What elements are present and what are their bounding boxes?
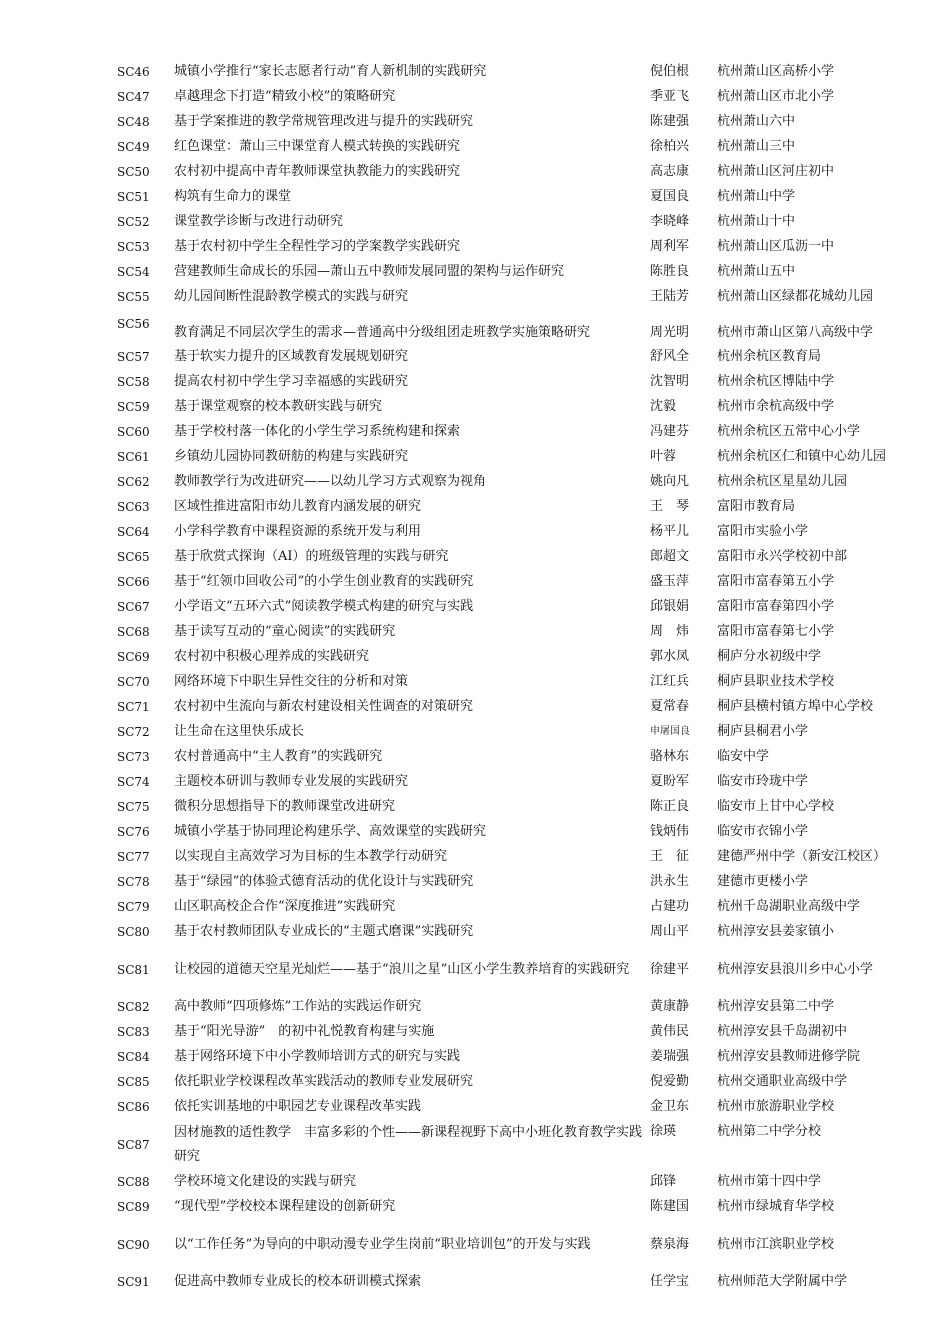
project-unit: 杭州萧山区高桥小学 bbox=[717, 64, 835, 80]
project-unit: 杭州余杭区教育局 bbox=[717, 349, 822, 365]
project-title: 课堂教学诊断与改进行动研究 bbox=[174, 214, 344, 230]
project-title: 基于农村初中学生全程性学习的学案教学实践研究 bbox=[174, 239, 461, 255]
project-unit: 杭州萧山区市北小学 bbox=[717, 89, 835, 105]
table-row bbox=[104, 1195, 916, 1220]
project-code: SC85 bbox=[117, 1075, 150, 1090]
table-row bbox=[104, 495, 916, 520]
project-unit: 杭州淳安县第二中学 bbox=[717, 999, 835, 1015]
project-title: 依托职业学校课程改革实践活动的教师专业发展研究 bbox=[174, 1074, 474, 1090]
table-row bbox=[104, 185, 916, 210]
project-title: 小学语文“五环六式”阅读教学模式构建的研究与实践 bbox=[174, 599, 474, 615]
project-code: SC65 bbox=[117, 550, 150, 565]
project-unit: 杭州余杭区星星幼儿园 bbox=[717, 474, 848, 490]
project-unit: 杭州市绿城育华学校 bbox=[717, 1199, 835, 1215]
project-unit: 富阳市教育局 bbox=[717, 499, 796, 515]
project-leader: 钱炳伟 bbox=[650, 824, 690, 840]
project-leader: 邱锋 bbox=[650, 1174, 677, 1190]
table-row bbox=[104, 1045, 916, 1070]
project-code: SC48 bbox=[117, 115, 150, 130]
project-title: 城镇小学推行“家长志愿者行动”育人新机制的实践研究 bbox=[174, 64, 487, 80]
table-row bbox=[104, 770, 916, 795]
project-code: SC91 bbox=[117, 1275, 150, 1290]
project-unit: 杭州淳安县教师进修学院 bbox=[717, 1049, 861, 1065]
project-title: 让生命在这里快乐成长 bbox=[174, 724, 305, 740]
project-title: 基于欣赏式探询（AI）的班级管理的实践与研究 bbox=[174, 549, 449, 565]
project-unit: 富阳市富春第五小学 bbox=[717, 574, 835, 590]
project-leader: 盛玉萍 bbox=[650, 574, 690, 590]
project-code: SC89 bbox=[117, 1200, 150, 1215]
project-unit: 杭州萧山五中 bbox=[717, 264, 796, 280]
project-title: “现代型”学校校本课程建设的创新研究 bbox=[174, 1199, 396, 1215]
table-row bbox=[104, 1270, 916, 1295]
project-code: SC90 bbox=[117, 1237, 150, 1252]
project-code: SC74 bbox=[117, 775, 150, 790]
table-row bbox=[104, 620, 916, 645]
project-code: SC46 bbox=[117, 65, 150, 80]
project-leader: 黄伟民 bbox=[650, 1024, 690, 1040]
project-unit: 杭州市第十四中学 bbox=[717, 1174, 822, 1190]
project-title: 山区职高校企合作“深度推进”实践研究 bbox=[174, 899, 396, 915]
project-leader: 夏常春 bbox=[650, 699, 690, 715]
project-title: 农村初中积极心理养成的实践研究 bbox=[174, 649, 370, 665]
project-unit: 富阳市实验小学 bbox=[717, 524, 809, 540]
table-row bbox=[104, 395, 916, 420]
project-code: SC83 bbox=[117, 1025, 150, 1040]
project-leader: 金卫东 bbox=[650, 1099, 690, 1115]
table-row bbox=[104, 260, 916, 285]
project-code: SC87 bbox=[117, 1137, 150, 1152]
table-row bbox=[104, 85, 916, 110]
project-leader: 陈建国 bbox=[650, 1199, 690, 1215]
project-title: 构筑有生命力的课堂 bbox=[174, 189, 292, 205]
project-title: 让校园的道德天空星光灿烂——基于“浪川之星”山区小学生教养培育的实践研究 bbox=[174, 961, 630, 977]
project-leader: 王 征 bbox=[650, 849, 690, 865]
table-row bbox=[104, 235, 916, 260]
project-unit: 富阳市富春第七小学 bbox=[717, 624, 835, 640]
project-title: 基于“阳光导游” 的初中礼悦教育构建与实施 bbox=[174, 1024, 435, 1040]
table-row bbox=[104, 285, 916, 310]
project-unit: 杭州余杭区仁和镇中心幼儿园 bbox=[717, 449, 887, 465]
project-leader: 舒风全 bbox=[650, 349, 690, 365]
project-leader: 徐建平 bbox=[650, 961, 690, 977]
project-leader: 周 炜 bbox=[650, 624, 690, 640]
project-title: 依托实训基地的中职园艺专业课程改革实践 bbox=[174, 1099, 422, 1115]
project-leader: 季亚飞 bbox=[650, 89, 690, 105]
project-leader: 周光明 bbox=[650, 324, 690, 340]
table-row bbox=[104, 60, 916, 85]
project-leader: 陈建强 bbox=[650, 114, 690, 130]
project-leader: 陈正良 bbox=[650, 799, 690, 815]
table-row bbox=[104, 160, 916, 185]
project-unit: 杭州市江滨职业学校 bbox=[717, 1236, 835, 1252]
project-title: 红色课堂：萧山三中课堂育人模式转换的实践研究 bbox=[174, 139, 461, 155]
project-unit: 建德市更楼小学 bbox=[717, 874, 809, 890]
project-unit: 桐庐县横村镇方埠中心学校 bbox=[717, 699, 874, 715]
project-leader: 邱银娟 bbox=[650, 599, 690, 615]
project-title: 基于“绿园”的体验式德育活动的优化设计与实践研究 bbox=[174, 874, 474, 890]
project-title: 农村初中提高中青年教师课堂执教能力的实践研究 bbox=[174, 164, 461, 180]
table-row bbox=[104, 135, 916, 160]
project-unit: 杭州余杭区五常中心小学 bbox=[717, 424, 861, 440]
project-unit: 杭州淳安县千岛湖初中 bbox=[717, 1024, 848, 1040]
project-unit: 杭州淳安县姜家镇小 bbox=[717, 924, 835, 940]
project-code: SC67 bbox=[117, 600, 150, 615]
project-title: 基于课堂观察的校本教研实践与研究 bbox=[174, 399, 383, 415]
project-code: SC50 bbox=[117, 165, 150, 180]
project-code: SC47 bbox=[117, 90, 150, 105]
project-leader: 杨平儿 bbox=[650, 524, 690, 540]
table-row bbox=[104, 420, 916, 445]
project-leader: 沈毅 bbox=[650, 399, 677, 415]
project-leader: 骆林东 bbox=[650, 749, 690, 765]
project-title: 卓越理念下打造“精致小校”的策略研究 bbox=[174, 89, 396, 105]
table-row bbox=[104, 210, 916, 235]
project-leader: 姜瑞强 bbox=[650, 1049, 690, 1065]
table-row bbox=[104, 1095, 916, 1120]
project-title: 基于农村教师团队专业成长的“主题式磨课”实践研究 bbox=[174, 924, 474, 940]
project-unit: 杭州淳安县浪川乡中心小学 bbox=[717, 961, 874, 977]
project-code: SC66 bbox=[117, 575, 150, 590]
project-title: 以“工作任务”为导向的中职动漫专业学生岗前“职业培训包”的开发与实践 bbox=[174, 1236, 591, 1252]
project-leader: 周山平 bbox=[650, 924, 690, 940]
project-code: SC81 bbox=[117, 962, 150, 977]
table-row bbox=[104, 1120, 916, 1170]
project-code: SC84 bbox=[117, 1050, 150, 1065]
project-leader: 王 琴 bbox=[650, 499, 690, 515]
project-leader: 洪永生 bbox=[650, 874, 690, 890]
project-leader: 任学宝 bbox=[650, 1274, 690, 1290]
project-title: 基于学案推进的教学常规管理改进与提升的实践研究 bbox=[174, 114, 474, 130]
project-unit: 杭州市萧山区第八高级中学 bbox=[717, 324, 874, 340]
project-title: 乡镇幼儿园协同教研舫的构建与实践研究 bbox=[174, 449, 409, 465]
project-title: 提高农村初中学生学习幸福感的实践研究 bbox=[174, 374, 409, 390]
project-code: SC56 bbox=[117, 317, 150, 331]
project-code: SC73 bbox=[117, 750, 150, 765]
project-code: SC51 bbox=[117, 190, 150, 205]
project-unit: 杭州千岛湖职业高级中学 bbox=[717, 899, 861, 915]
project-code: SC61 bbox=[117, 450, 150, 465]
table-row bbox=[104, 920, 916, 945]
project-title: 高中教师“四项修炼”工作站的实践运作研究 bbox=[174, 999, 422, 1015]
project-code: SC68 bbox=[117, 625, 150, 640]
project-title: 基于网络环境下中小学教师培训方式的研究与实践 bbox=[174, 1049, 461, 1065]
project-code: SC78 bbox=[117, 875, 150, 890]
table-row bbox=[104, 1070, 916, 1095]
project-code: SC76 bbox=[117, 825, 150, 840]
project-leader: 江红兵 bbox=[650, 674, 690, 690]
table-row bbox=[104, 895, 916, 920]
project-title: 城镇小学基于协同理论构建乐学、高效课堂的实践研究 bbox=[174, 824, 487, 840]
project-leader: 蔡泉海 bbox=[650, 1236, 690, 1252]
project-unit: 桐庐分水初级中学 bbox=[717, 649, 822, 665]
table-row bbox=[104, 1220, 916, 1270]
project-code: SC88 bbox=[117, 1175, 150, 1190]
project-code: SC69 bbox=[117, 650, 150, 665]
project-leader: 黄康静 bbox=[650, 999, 690, 1015]
project-leader: 李晓峰 bbox=[650, 214, 690, 230]
project-code: SC60 bbox=[117, 425, 150, 440]
project-unit: 杭州萧山十中 bbox=[717, 214, 796, 230]
project-unit: 杭州交通职业高级中学 bbox=[717, 1074, 848, 1090]
project-unit: 桐庐县桐君小学 bbox=[717, 724, 809, 740]
project-title: 营建教师生命成长的乐园—萧山五中教师发展同盟的架构与运作研究 bbox=[174, 264, 565, 280]
project-title: 教师教学行为改进研究——以幼儿学习方式观察为视角 bbox=[174, 474, 487, 490]
table-row bbox=[104, 820, 916, 845]
project-code: SC70 bbox=[117, 675, 150, 690]
table-row bbox=[104, 545, 916, 570]
table-row bbox=[104, 445, 916, 470]
project-code: SC52 bbox=[117, 215, 150, 230]
project-unit: 杭州萧山区瓜沥一中 bbox=[717, 239, 835, 255]
project-unit: 杭州师范大学附属中学 bbox=[717, 1274, 848, 1290]
table-row bbox=[104, 1020, 916, 1045]
project-title: 基于软实力提升的区域教育发展规划研究 bbox=[174, 349, 409, 365]
project-leader: 高志康 bbox=[650, 164, 690, 180]
project-code: SC77 bbox=[117, 850, 150, 865]
table-row bbox=[104, 945, 916, 995]
project-code: SC79 bbox=[117, 900, 150, 915]
project-code: SC80 bbox=[117, 925, 150, 940]
project-code: SC57 bbox=[117, 350, 150, 365]
project-code: SC55 bbox=[117, 290, 150, 305]
project-leader: 夏国良 bbox=[650, 189, 690, 205]
project-leader: 陈胜良 bbox=[650, 264, 690, 280]
project-title: 微积分思想指导下的教师课堂改进研究 bbox=[174, 799, 396, 815]
project-unit: 建德严州中学（新安江校区） bbox=[717, 849, 887, 865]
project-code: SC59 bbox=[117, 400, 150, 415]
project-unit: 杭州萧山中学 bbox=[717, 189, 796, 205]
table-row bbox=[104, 670, 916, 695]
project-leader: 冯建芬 bbox=[650, 424, 690, 440]
project-title: 幼儿园间断性混龄教学模式的实践与研究 bbox=[174, 289, 409, 305]
project-code: SC86 bbox=[117, 1100, 150, 1115]
table-row bbox=[104, 795, 916, 820]
project-unit: 杭州市旅游职业学校 bbox=[717, 1099, 835, 1115]
project-unit: 富阳市永兴学校初中部 bbox=[717, 549, 848, 565]
project-title: 因材施教的适性教学 丰富多彩的个性——新课程视野下高中小班化教育教学实践研究 bbox=[174, 1124, 643, 1164]
project-title: 小学科学教育中课程资源的系统开发与利用 bbox=[174, 524, 422, 540]
project-list-body bbox=[104, 60, 916, 1295]
project-code: SC62 bbox=[117, 475, 150, 490]
project-unit: 桐庐县职业技术学校 bbox=[717, 674, 835, 690]
project-leader: 沈智明 bbox=[650, 374, 690, 390]
project-code: SC53 bbox=[117, 240, 150, 255]
project-title: 主题校本研训与教师专业发展的实践研究 bbox=[174, 774, 409, 790]
table-row bbox=[104, 1170, 916, 1195]
project-unit: 杭州第二中学分校 bbox=[717, 1124, 822, 1139]
project-unit: 杭州市余杭高级中学 bbox=[717, 399, 835, 415]
table-row bbox=[104, 695, 916, 720]
project-unit: 临安市玲珑中学 bbox=[717, 774, 809, 790]
project-unit: 富阳市富春第四小学 bbox=[717, 599, 835, 615]
table-row bbox=[104, 870, 916, 895]
table-row bbox=[104, 570, 916, 595]
project-unit: 临安市衣锦小学 bbox=[717, 824, 809, 840]
table-row bbox=[104, 345, 916, 370]
table-row bbox=[104, 645, 916, 670]
table-row bbox=[104, 745, 916, 770]
project-code: SC72 bbox=[117, 725, 150, 740]
table-row bbox=[104, 720, 916, 745]
project-title: 教育满足不同层次学生的需求—普通高中分级组团走班教学实施策略研究 bbox=[174, 324, 591, 340]
project-leader: 姚向凡 bbox=[650, 474, 690, 490]
project-list-table bbox=[104, 60, 916, 1295]
project-unit: 临安中学 bbox=[717, 749, 770, 765]
project-title: 农村初中生流向与新农村建设相关性调查的对策研究 bbox=[174, 699, 474, 715]
project-leader: 申屠国良 bbox=[650, 726, 690, 738]
project-unit: 杭州萧山区河庄初中 bbox=[717, 164, 835, 180]
project-code: SC82 bbox=[117, 1000, 150, 1015]
project-code: SC75 bbox=[117, 800, 150, 815]
table-row bbox=[104, 595, 916, 620]
project-leader: 王陆芳 bbox=[650, 289, 690, 305]
project-leader: 倪爱勤 bbox=[650, 1074, 690, 1090]
project-title: 基于读写互动的“童心阅读”的实践研究 bbox=[174, 624, 396, 640]
project-code: SC64 bbox=[117, 525, 150, 540]
project-leader: 徐瑛 bbox=[650, 1124, 677, 1139]
project-leader: 周利军 bbox=[650, 239, 690, 255]
table-row bbox=[104, 110, 916, 135]
project-leader: 占建功 bbox=[650, 899, 690, 915]
project-code: SC49 bbox=[117, 140, 150, 155]
project-title: 网络环境下中职生异性交往的分析和对策 bbox=[174, 674, 409, 690]
project-title: 以实现自主高效学习为目标的生本教学行动研究 bbox=[174, 849, 448, 865]
project-title: 学校环境文化建设的实践与研究 bbox=[174, 1174, 357, 1190]
table-row bbox=[104, 995, 916, 1020]
project-unit: 杭州萧山区绿都花城幼儿园 bbox=[717, 289, 874, 305]
table-row bbox=[104, 845, 916, 870]
project-code: SC58 bbox=[117, 375, 150, 390]
project-code: SC63 bbox=[117, 500, 150, 515]
project-leader: 郭水凤 bbox=[650, 649, 690, 665]
project-unit: 杭州萧山六中 bbox=[717, 114, 796, 130]
project-leader: 倪伯根 bbox=[650, 64, 690, 80]
project-unit: 杭州萧山三中 bbox=[717, 139, 796, 155]
project-title: 农村普通高中“主人教育”的实践研究 bbox=[174, 749, 383, 765]
project-leader: 叶蓉 bbox=[650, 449, 677, 465]
project-code: SC54 bbox=[117, 265, 150, 280]
project-leader: 徐柏兴 bbox=[650, 139, 690, 155]
table-row bbox=[104, 470, 916, 495]
project-title: 基于“红领巾回收公司”的小学生创业教育的实践研究 bbox=[174, 574, 474, 590]
project-code: SC71 bbox=[117, 700, 150, 715]
project-title: 基于学校村落一体化的小学生学习系统构建和探索 bbox=[174, 424, 461, 440]
table-row bbox=[104, 520, 916, 545]
table-row bbox=[104, 370, 916, 395]
project-title: 促进高中教师专业成长的校本研训模式探索 bbox=[174, 1274, 422, 1290]
table-row bbox=[104, 310, 916, 345]
project-leader: 夏盼军 bbox=[650, 774, 690, 790]
project-title: 区域性推进富阳市幼儿教育内涵发展的研究 bbox=[174, 499, 422, 515]
project-leader: 郎超文 bbox=[650, 549, 690, 565]
project-unit: 临安市上甘中心学校 bbox=[717, 799, 835, 815]
project-unit: 杭州余杭区博陆中学 bbox=[717, 374, 835, 390]
